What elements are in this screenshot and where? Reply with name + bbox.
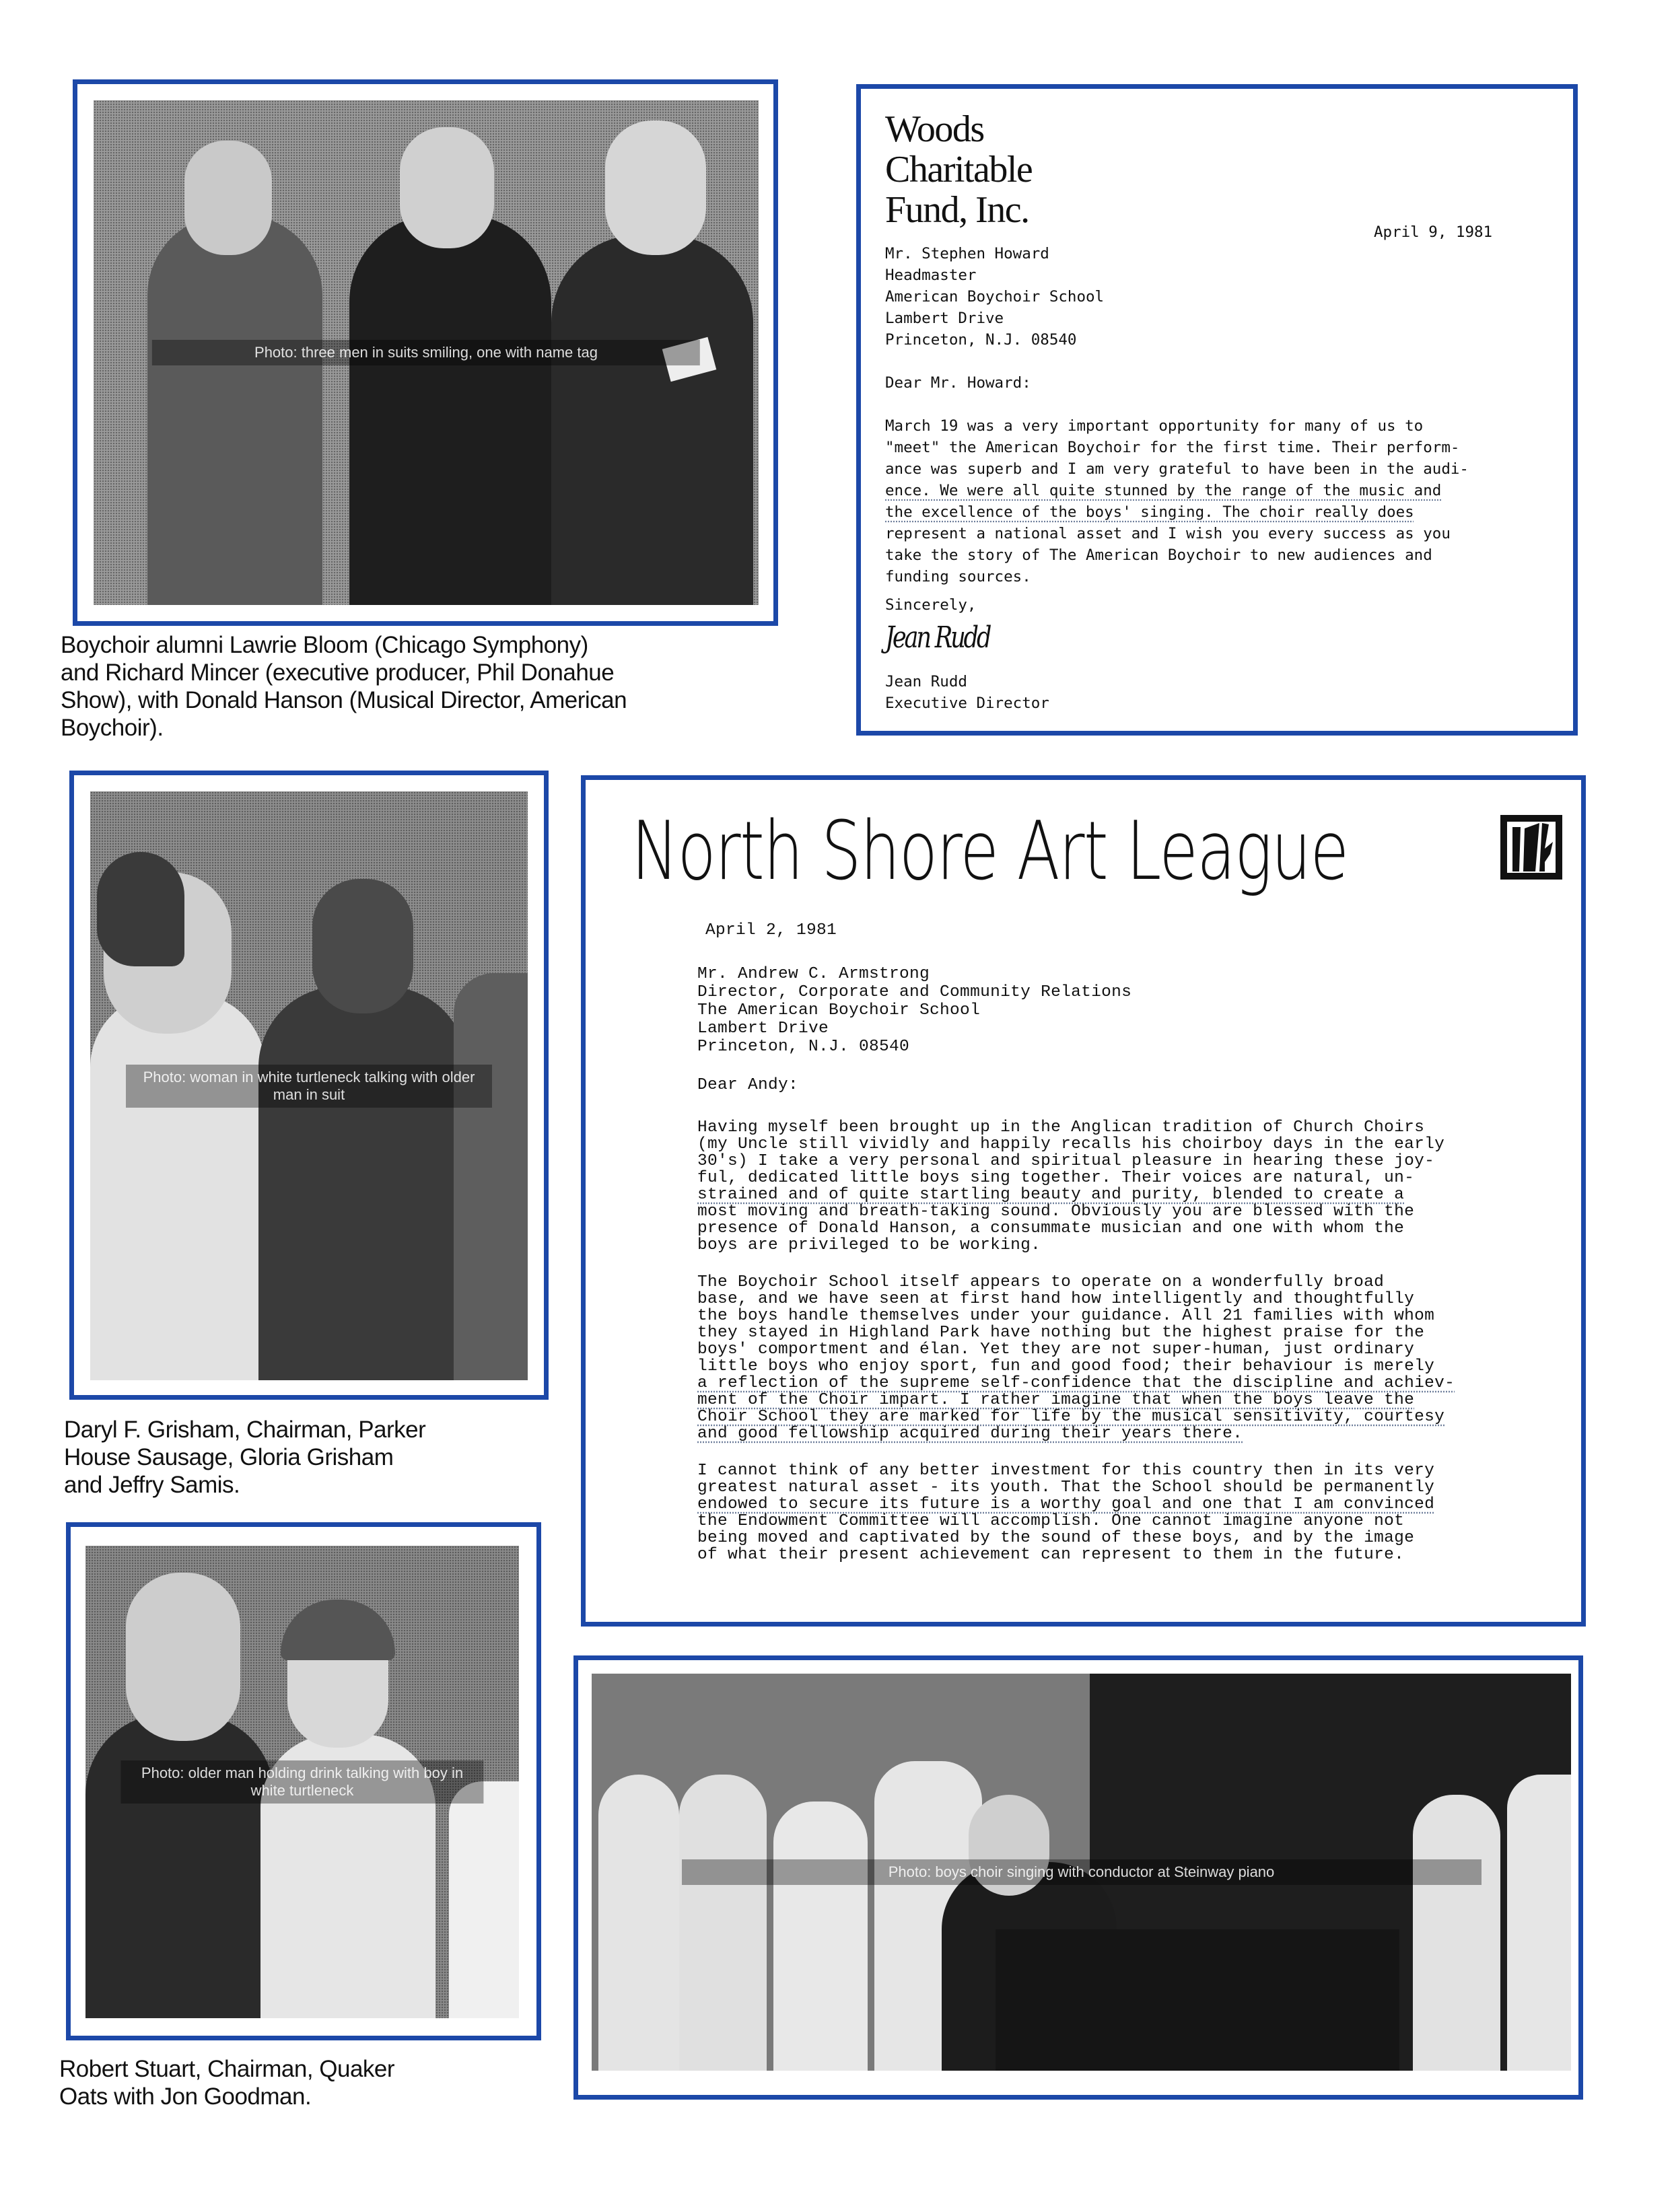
- woods-signer-title: Executive Director: [885, 694, 1049, 712]
- nsal-para2-line: The Boychoir School itself appears to operate on a wonderfully broad: [697, 1273, 1385, 1291]
- nsal-para3-line: the Endowment Committee will accomplish. One cannot imagine anyone not: [697, 1512, 1405, 1530]
- nsal-para1-line: (my Uncle still vividly and happily recalls his choirboy days in the early: [697, 1135, 1445, 1153]
- nsal-para2-line: little boys who enjoy sport, fun and good food; their behaviour is merely: [697, 1357, 1435, 1376]
- nsal-address-line: The American Boychoir School: [697, 1001, 981, 1020]
- photo-frame-stuart: [66, 1522, 541, 2040]
- nsal-address-line: Director, Corporate and Community Relations: [697, 983, 1132, 1001]
- photo-frame-choir: [573, 1655, 1583, 2100]
- woods-date: April 9, 1981: [1374, 223, 1493, 241]
- woods-body-line: take the story of The American Boychoir to new audiences and: [885, 546, 1432, 564]
- nsal-para3-line: being moved and captivated by the sound of these boys, and by the image: [697, 1529, 1415, 1547]
- nsal-salutation: Dear Andy:: [697, 1076, 799, 1094]
- nsal-para1-line: 30's) I take a very personal and spiritual pleasure in hearing these joy-: [697, 1152, 1435, 1170]
- nsal-para1-line: Having myself been brought up in the Anglican tradition of Church Choirs: [697, 1118, 1425, 1137]
- nsal-para1-line: presence of Donald Hanson, a consummate musician and one with whom the: [697, 1219, 1405, 1238]
- woods-logo: Woods Charitable Fund, Inc.: [885, 108, 1033, 231]
- photo-choir-description: Photo: boys choir singing with conductor at Steinway piano: [682, 1859, 1482, 1885]
- woods-body-line: funding sources.: [885, 568, 1031, 585]
- nsal-para2-line: boys' comportment and élan. Yet they are not super-human, just ordinary: [697, 1341, 1415, 1359]
- woods-signature: Jean Rudd: [885, 620, 990, 655]
- photo-alumni: [94, 100, 759, 605]
- woods-closing: Sincerely,: [885, 596, 977, 614]
- nsal-para3-line: endowed to secure its future is a worthy goal and one that I am convinced: [697, 1495, 1435, 1513]
- nsal-para2-line: and good fellowship acquired during their years there.: [697, 1425, 1243, 1443]
- photo-frame-alumni: [73, 79, 778, 626]
- nsal-para2-line: Choir School they are marked for life by the musical sensitivity, courtesy: [697, 1408, 1445, 1426]
- nsal-para3-line: I cannot think of any better investment for this country then in its very: [697, 1462, 1435, 1480]
- woods-address-line: Mr. Stephen Howard: [885, 245, 1049, 262]
- photo-grisham-description: Photo: woman in white turtleneck talking with older man in suit: [126, 1065, 492, 1108]
- nsal-para1-line: strained and of quite startling beauty and purity, blended to create a: [697, 1186, 1405, 1204]
- nsal-para3-line: greatest natural asset - its youth. That the School should be permanently: [697, 1478, 1435, 1497]
- nsal-para2-line: a reflection of the supreme self-confidence that the discipline and achiev-: [697, 1374, 1455, 1392]
- woods-body-line: ance was superb and I am very grateful to have been in the audi-: [885, 460, 1469, 478]
- nsal-address-line: Mr. Andrew C. Armstrong: [697, 965, 930, 983]
- nsal-para2-line: the boys handle themselves under your guidance. All 21 families with whom: [697, 1307, 1435, 1325]
- photo-frame-grisham: [69, 771, 549, 1400]
- woods-body-line: represent a national asset and I wish you every success as you: [885, 525, 1451, 542]
- woods-signer-name: Jean Rudd: [885, 673, 967, 690]
- woods-salutation: Dear Mr. Howard:: [885, 374, 1031, 392]
- nsal-logo: North Shore Art League: [631, 805, 1348, 898]
- woods-address-line: Princeton, N.J. 08540: [885, 331, 1077, 349]
- nsal-address-line: Princeton, N.J. 08540: [697, 1038, 910, 1056]
- nsal-date: April 2, 1981: [705, 921, 837, 939]
- letter-woods-charitable-fund: [856, 84, 1578, 736]
- caption-stuart: Robert Stuart, Chairman, Quaker Oats with Jon Goodman.: [59, 2056, 395, 2110]
- nsal-para2-line: ment of the Choir impart. I rather imagine that when the boys leave the: [697, 1391, 1415, 1409]
- nsal-para3-line: of what their present achievement can represent to them in the future.: [697, 1546, 1405, 1564]
- letter-north-shore-art-league: [581, 775, 1586, 1627]
- photo-stuart-description: Photo: older man holding drink talking with boy in white turtleneck: [120, 1760, 483, 1804]
- nsal-address-line: Lambert Drive: [697, 1020, 829, 1038]
- woods-address-line: Headmaster: [885, 266, 977, 284]
- woods-address-line: American Boychoir School: [885, 288, 1105, 306]
- nsal-tree-logo-icon: [1500, 815, 1562, 880]
- nsal-para2-line: they stayed in Highland Park have nothing but the highest praise for the: [697, 1324, 1425, 1342]
- caption-grisham: Daryl F. Grisham, Chairman, Parker House Sausage, Gloria Grisham and Jeffry Samis.: [64, 1417, 426, 1498]
- photo-grisham: [90, 791, 528, 1380]
- woods-body-line: March 19 was a very important opportunity for many of us to: [885, 417, 1424, 435]
- photo-choir: [592, 1674, 1571, 2071]
- nsal-para1-line: most moving and breath-taking sound. Obviously you are blessed with the: [697, 1203, 1415, 1221]
- woods-body-line: "meet" the American Boychoir for the first time. Their perform-: [885, 439, 1460, 456]
- caption-alumni: Boychoir alumni Lawrie Bloom (Chicago Symphony) and Richard Mincer (executive producer, Phil Donahue Show), with Donald Hanson (Musical Director, American Boychoir).: [61, 632, 627, 741]
- woods-body-line: ence. We were all quite stunned by the range of the music and: [885, 482, 1442, 499]
- photo-alumni-description: Photo: three men in suits smiling, one with name tag: [152, 340, 700, 365]
- woods-address-line: Lambert Drive: [885, 310, 1004, 327]
- nsal-para1-line: ful, dedicated little boys sing together. Their voices are natural, un-: [697, 1169, 1415, 1187]
- photo-stuart: [85, 1546, 519, 2018]
- nsal-para1-line: boys are privileged to be working.: [697, 1236, 1041, 1254]
- woods-body-line: the excellence of the boys' singing. The choir really does: [885, 503, 1414, 521]
- nsal-para2-line: base, and we have seen at first hand how intelligently and thoughtfully: [697, 1290, 1415, 1308]
